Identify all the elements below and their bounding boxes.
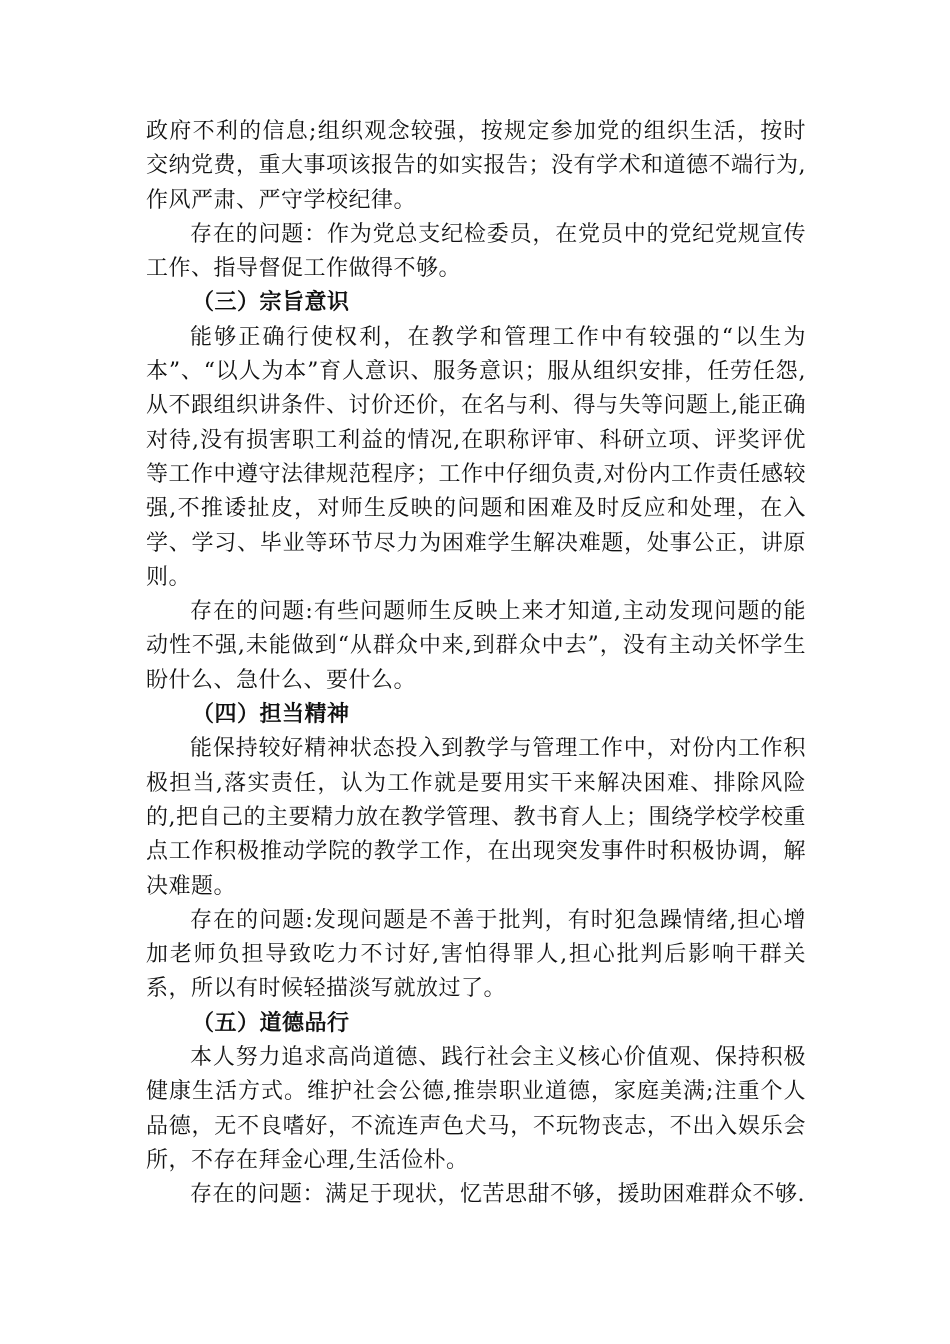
body-paragraph: 能保持较好精神状态投入到教学与管理工作中，对份内工作积极担当,落实责任，认为工作就是要用实干来解决困难、排除风险的,把自己的主要精力放在教学管理、教书育人上；围绕学校学校重点工作积极推动学院的教学工作，在出现突发事件时积极协调，解决难题。 — [146, 736, 806, 899]
document-page — [146, 115, 806, 1213]
section-heading: （五）道德品行 — [192, 1010, 350, 1036]
problem-paragraph: 存在的问题:发现问题是不善于批判，有时犯急躁情绪,担心增加老师负担导致吃力不讨好,害怕得罪人,担心批判后影响干群关系，所以有时候轻描淡写就放过了。 — [146, 907, 806, 1002]
section-heading: （三）宗旨意识 — [192, 290, 350, 316]
problem-paragraph: 存在的问题:有些问题师生反映上来才知道,主动发现问题的能动性不强,未能做到“从群众中来,到群众中去”，没有主动关怀学生盼什么、急什么、要什么。 — [146, 599, 806, 693]
body-paragraph: 政府不利的信息;组织观念较强，按规定参加党的组织生活，按时交纳党费，重大事项该报告的如实报告；没有学术和道德不端行为,作风严肃、严守学校纪律。 — [146, 119, 806, 213]
body-paragraph: 能够正确行使权利，在教学和管理工作中有较强的“以生为本”、“以人为本”育人意识、服务意识；服从组织安排，任劳任怨,从不跟组织讲条件、讨价还价，在名与利、得与失等问题上,能正确对待,没有损害职工利益的情况,在职称评审、科研立项、评奖评优等工作中遵守法律规范程序；工作中仔细负责,对份内工作责任感较强,不推诿扯皮，对师生反映的问题和困难及时反应和处理，在入学、学习、毕业等环节尽力为困难学生解决难题，处事公正，讲原则。 — [146, 324, 806, 590]
section-heading: （四）担当精神 — [192, 702, 350, 728]
problem-paragraph: 存在的问题：满足于现状，忆苦思甜不够，援助困难群众不够. — [190, 1182, 805, 1208]
problem-paragraph: 存在的问题：作为党总支纪检委员，在党员中的党纪党规宣传工作、指导督促工作做得不够。 — [146, 221, 806, 282]
body-paragraph: 本人努力追求高尚道德、践行社会主义核心价值观、保持积极健康生活方式。维护社会公德,推崇职业道德，家庭美满;注重个人品德，无不良嗜好，不流连声色犬马，不玩物丧志，不出入娱乐会所，不存在拜金心理,生活俭朴。 — [146, 1045, 806, 1173]
